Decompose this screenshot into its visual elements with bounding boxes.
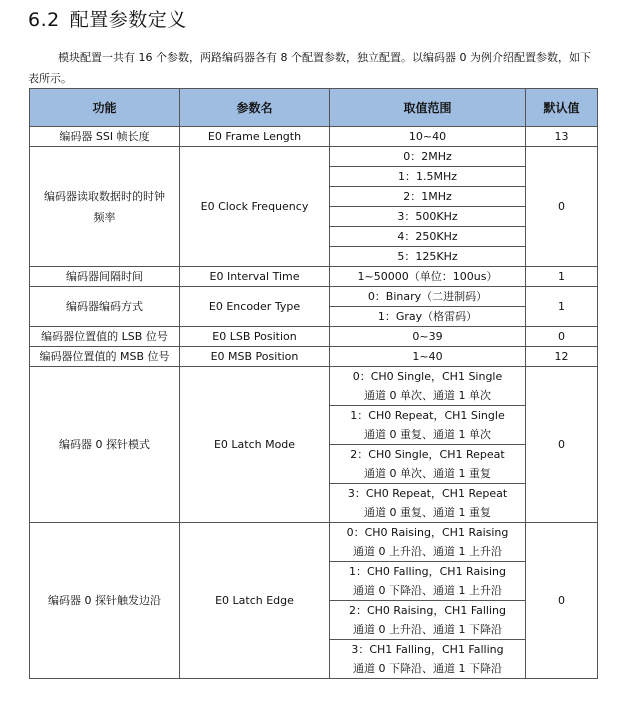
cell-function: 编码器 SSI 帧长度 (30, 127, 180, 147)
cell-function: 编码器位置值的 LSB 位号 (30, 327, 180, 347)
table-row (30, 267, 598, 287)
cell-function (30, 147, 180, 267)
header-default: 默认值 (526, 89, 598, 127)
section-title: 配置参数定义 (69, 9, 187, 31)
cell-value: 0~39 (330, 327, 526, 347)
cell-default: 0 (526, 147, 598, 267)
value-line-cn: 通道 0 重复、通道 1 重复 (364, 506, 491, 519)
table-row (30, 347, 598, 367)
cell-value (330, 523, 526, 562)
table-row (30, 147, 598, 167)
value-line-en: 0：CH0 Raising，CH1 Raising (346, 526, 509, 539)
value-line-cn: 通道 0 下降沿、通道 1 下降沿 (353, 662, 502, 675)
config-param-table (29, 88, 598, 679)
value-line-cn: 通道 0 下降沿、通道 1 上升沿 (353, 584, 502, 597)
value-line-en: 3：CH0 Repeat，CH1 Repeat (347, 487, 508, 500)
table-row (30, 523, 598, 562)
value-line-en: 0：CH0 Single，CH1 Single (352, 370, 503, 383)
cell-function: 编码器 0 探针触发边沿 (30, 523, 180, 679)
cell-value: 2：1MHz (330, 187, 526, 207)
cell-function-text: 编码器读取数据时的时钟频率 (44, 189, 165, 224)
table-header-row (30, 89, 598, 127)
value-line-en: 1：CH0 Falling，CH1 Raising (348, 565, 506, 578)
value-line-en: 3：CH1 Falling，CH1 Falling (351, 643, 504, 656)
cell-param: E0 Latch Mode (180, 367, 330, 523)
header-function: 功能 (30, 89, 180, 127)
cell-param: E0 Encoder Type (180, 287, 330, 327)
cell-function: 编码器位置值的 MSB 位号 (30, 347, 180, 367)
cell-value: 1~50000（单位：100us） (330, 267, 526, 287)
cell-value (330, 406, 526, 445)
cell-function: 编码器 0 探针模式 (30, 367, 180, 523)
cell-default: 13 (526, 127, 598, 147)
cell-value (330, 601, 526, 640)
table-row (30, 327, 598, 347)
section-heading (28, 8, 187, 32)
value-line-cn: 通道 0 重复、通道 1 单次 (364, 428, 491, 441)
cell-param: E0 Frame Length (180, 127, 330, 147)
cell-value: 5：125KHz (330, 247, 526, 267)
cell-function: 编码器间隔时间 (30, 267, 180, 287)
cell-value (330, 367, 526, 406)
value-line-cn: 通道 0 上升沿、通道 1 上升沿 (353, 545, 502, 558)
cell-value: 1：Gray（格雷码） (330, 307, 526, 327)
table-row (30, 127, 598, 147)
cell-value: 10~40 (330, 127, 526, 147)
cell-param: E0 Latch Edge (180, 523, 330, 679)
cell-param: E0 Clock Frequency (180, 147, 330, 267)
cell-default: 1 (526, 267, 598, 287)
value-line-cn: 通道 0 单次、通道 1 重复 (364, 467, 491, 480)
value-line-en: 2：CH0 Raising，CH1 Falling (348, 604, 506, 617)
value-line-en: 1：CH0 Repeat，CH1 Single (350, 409, 505, 422)
cell-value: 1~40 (330, 347, 526, 367)
cell-param: E0 Interval Time (180, 267, 330, 287)
header-value-range: 取值范围 (330, 89, 526, 127)
value-line-en: 2：CH0 Single，CH1 Repeat (350, 448, 505, 461)
section-number: 6.2 (28, 9, 60, 31)
cell-value: 1：1.5MHz (330, 167, 526, 187)
cell-default: 12 (526, 347, 598, 367)
table-row (30, 367, 598, 406)
cell-value (330, 562, 526, 601)
cell-param: E0 MSB Position (180, 347, 330, 367)
header-param-name: 参数名 (180, 89, 330, 127)
cell-default: 0 (526, 523, 598, 679)
cell-default: 1 (526, 287, 598, 327)
cell-value: 3：500KHz (330, 207, 526, 227)
intro-paragraph: 模块配置一共有 16 个参数，两路编码器各有 8 个配置参数，独立配置。以编码器 0 为例介绍配置参数，如下表所示。 (28, 51, 591, 85)
cell-function: 编码器编码方式 (30, 287, 180, 327)
cell-value: 4：250KHz (330, 227, 526, 247)
table-row (30, 287, 598, 307)
value-line-cn: 通道 0 单次、通道 1 单次 (364, 389, 491, 402)
cell-param: E0 LSB Position (180, 327, 330, 347)
cell-value: 0：Binary（二进制码） (330, 287, 526, 307)
cell-default: 0 (526, 367, 598, 523)
value-line-cn: 通道 0 上升沿、通道 1 下降沿 (353, 623, 502, 636)
cell-value (330, 484, 526, 523)
cell-default: 0 (526, 327, 598, 347)
cell-value (330, 640, 526, 679)
cell-value (330, 445, 526, 484)
cell-value: 0：2MHz (330, 147, 526, 167)
